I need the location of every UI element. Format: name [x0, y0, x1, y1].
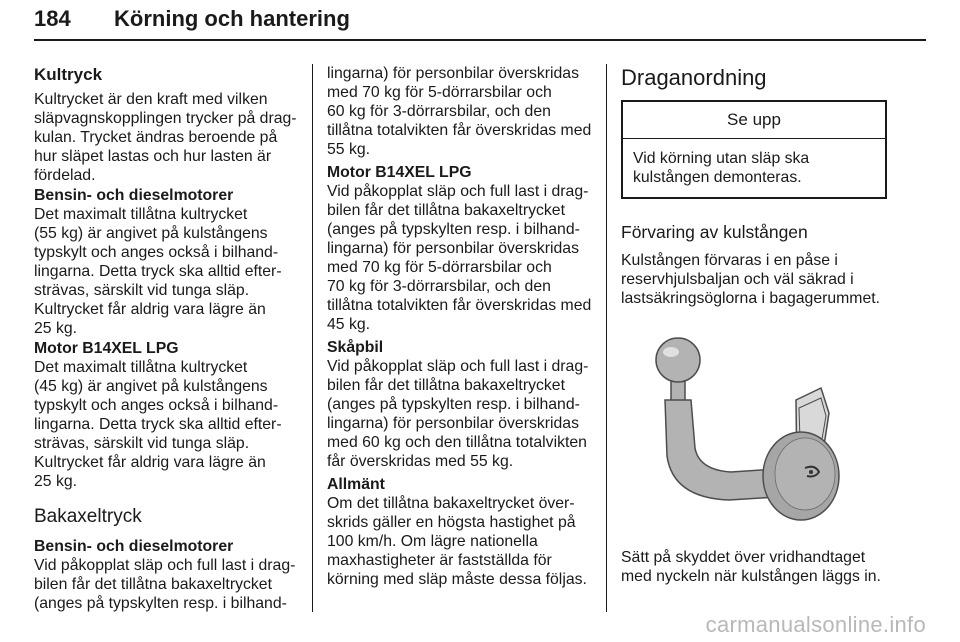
section-heading-bakaxeltryck: Bakaxeltryck: [34, 506, 142, 527]
chapter-heading-draganordning: Draganordning: [621, 65, 767, 90]
text-line: 25 kg.: [34, 320, 78, 337]
text-line: Kultrycket får aldrig vara lägre än: [34, 301, 266, 318]
text-line: Sätt på skyddet över vridhandtaget: [621, 549, 866, 566]
text-line: tillåtna totalvikten får överskridas med: [327, 297, 592, 314]
paragraph-kultryck-intro: [34, 90, 302, 185]
column-1: [34, 64, 302, 613]
text-line: strävas, särskilt vid tunga släp.: [34, 282, 250, 299]
text-line: fördelad.: [34, 167, 96, 184]
text-line: typskylt och anges också i bilhand-: [34, 244, 279, 261]
subheading-bensin: Bensin- och dieselmotorer: [34, 187, 234, 204]
paragraph-skapbil: [327, 357, 595, 471]
column-2: [327, 64, 595, 589]
text-line: Kulstången förvaras i en påse i: [621, 252, 838, 269]
text-line: med nyckeln när kulstången läggs in.: [621, 568, 881, 585]
text-line: bilen får det tillåtna bakaxeltrycket: [34, 576, 272, 593]
text-line: Vid påkopplat släp och full last i drag-: [34, 557, 296, 574]
towbar-ball: [656, 338, 700, 382]
text-line: (45 kg) är angivet på kulstångens: [34, 378, 268, 395]
figure-caption: [621, 548, 891, 586]
paragraph-motor: [34, 358, 302, 491]
page-header: [34, 0, 926, 56]
text-line: 70 kg för 3-dörrarsbilar, och den: [327, 278, 551, 295]
page-number: 184: [34, 6, 71, 31]
text-line: kulan. Trycket ändras beroende på: [34, 129, 278, 146]
towbar-illustration: [621, 318, 891, 538]
text-line: 45 kg.: [327, 316, 371, 333]
text-line: (anges på typskylten resp. i bilhand-: [34, 595, 287, 612]
text-line: lingarna) för personbilar överskridas: [327, 240, 579, 257]
header-rule: [34, 39, 926, 41]
text-line: (anges på typskylten resp. i bilhand-: [327, 396, 580, 413]
text-line: skrids gäller en högsta hastighet på: [327, 514, 576, 531]
text-line: 100 km/h. Om lägre nationella: [327, 533, 538, 550]
paragraph-bakaxel: [34, 556, 302, 613]
text-line: Kultrycket är den kraft med vilken: [34, 91, 268, 108]
text-line: släpvagnskopplingen trycker på drag-: [34, 110, 297, 127]
text-line: bilen får det tillåtna bakaxeltrycket: [327, 377, 565, 394]
text-line: lingarna. Detta tryck ska alltid efter-: [34, 263, 282, 280]
text-line: Vid påkopplat släp och full last i drag-: [327, 358, 589, 375]
text-line: med 70 kg för 5-dörrarsbilar och: [327, 259, 552, 276]
text-line: 60 kg för 3-dörrarsbilar, och den: [327, 103, 551, 120]
text-line: Det maximalt tillåtna kultrycket: [34, 206, 248, 223]
column-divider-1: [312, 64, 313, 612]
caution-box: [621, 100, 887, 199]
section-heading-kultryck: Kultryck: [34, 65, 103, 84]
subheading-bakaxel-bensin: Bensin- och dieselmotorer: [34, 538, 234, 555]
towbar-image: [621, 318, 891, 538]
text-line: med 60 kg och den tillåtna totalvikten: [327, 434, 587, 451]
caution-title: Se upp: [623, 102, 885, 139]
text-line: 55 kg.: [327, 141, 371, 158]
text-line: Vid påkopplat släp och full last i drag-: [327, 183, 589, 200]
subheading-allmant: Allmänt: [327, 476, 385, 493]
text-line: kulstången demonteras.: [633, 169, 802, 186]
paragraph-forvaring: [621, 251, 891, 308]
text-line: lingarna) för personbilar överskridas: [327, 415, 579, 432]
paragraph-bensin: [34, 205, 302, 338]
text-line: Det maximalt tillåtna kultrycket: [34, 359, 248, 376]
text-line: lingarna) för personbilar överskridas: [327, 65, 579, 82]
text-line: bilen får det tillåtna bakaxeltrycket: [327, 202, 565, 219]
text-line: Om det tillåtna bakaxeltrycket över-: [327, 495, 575, 512]
text-line: Vid körning utan släp ska: [633, 150, 810, 167]
paragraph-motor-lpg: [327, 182, 595, 334]
text-line: får överskridas med 55 kg.: [327, 453, 514, 470]
text-line: reservhjulsbaljan och väl säkrad i: [621, 271, 854, 288]
subheading-motor: Motor B14XEL LPG: [34, 340, 179, 357]
text-line: körning med släp måste dessa följas.: [327, 571, 587, 588]
subheading-motor-lpg: Motor B14XEL LPG: [327, 164, 472, 181]
column-divider-2: [606, 64, 607, 612]
paragraph-continued: [327, 64, 595, 159]
text-line: lastsäkringsöglorna i bagagerummet.: [621, 290, 881, 307]
text-line: med 70 kg för 5-dörrarsbilar och: [327, 84, 552, 101]
subheading-skapbil: Skåpbil: [327, 339, 384, 356]
text-line: lingarna. Detta tryck ska alltid efter-: [34, 416, 282, 433]
caution-text: [623, 139, 885, 197]
text-line: 25 kg.: [34, 473, 78, 490]
text-line: hur släpet lastas och hur lasten är: [34, 148, 272, 165]
text-line: (anges på typskylten resp. i bilhand-: [327, 221, 580, 238]
text-line: maxhastigheter är fastställda för: [327, 552, 552, 569]
text-line: Kultrycket får aldrig vara lägre än: [34, 454, 266, 471]
text-line: tillåtna totalvikten får överskridas med: [327, 122, 592, 139]
text-line: strävas, särskilt vid tunga släp.: [34, 435, 250, 452]
section-heading-forvaring: Förvaring av kulstången: [621, 222, 808, 242]
watermark: carmanualsonline.info: [705, 612, 926, 637]
column-3: [621, 64, 891, 586]
paragraph-allmant: [327, 494, 595, 589]
text-line: typskylt och anges också i bilhand-: [34, 397, 279, 414]
page-title: Körning och hantering: [114, 6, 350, 31]
text-line: (55 kg) är angivet på kulstångens: [34, 225, 268, 242]
